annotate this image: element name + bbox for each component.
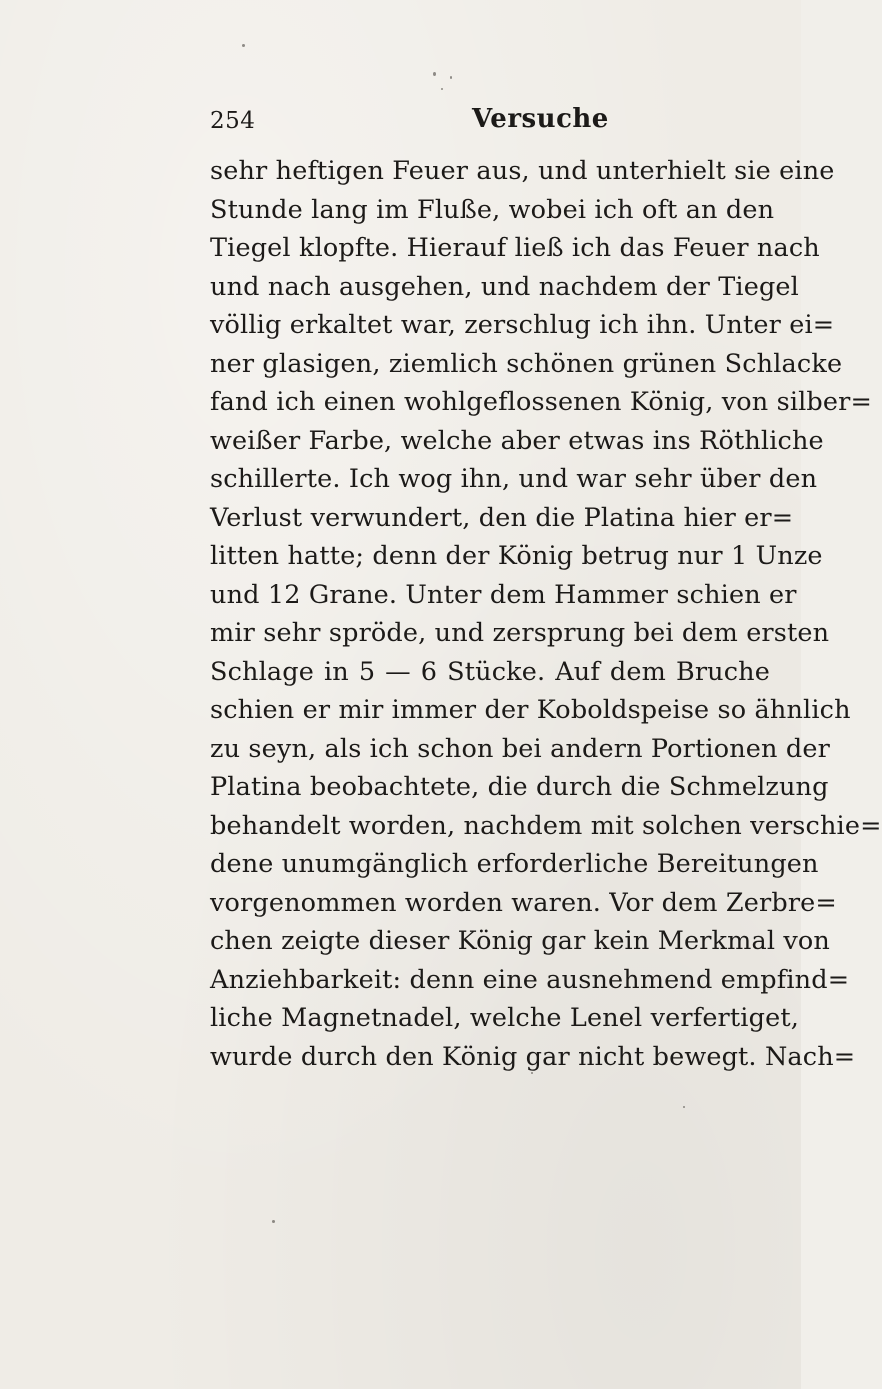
text-line: litten hatte; denn der König betrug nur 1 Unze [210,541,823,571]
text-line: Schlage in 5 — 6 Stücke. Auf dem Bruche [210,656,770,687]
paper-speck [433,72,436,76]
paper-speck [531,1072,533,1074]
text-line: dene unumgänglich erforderliche Bereitungen [210,849,819,879]
paper-speck [683,1106,685,1108]
text-line: völlig erkaltet war, zerschlug ich ihn. Unter ei= [210,310,835,340]
text-line: behandelt worden, nachdem mit solchen verschie= [210,810,882,841]
text-line: mir sehr spröde, und zersprung bei dem ersten [210,618,830,648]
text-line: schien er mir immer der Koboldspeise so ähnlich [210,695,851,725]
text-line: sehr heftigen Feuer aus, und unterhielt sie eine [210,156,835,186]
text-line: und nach ausgehen, und nachdem der Tiegel [210,271,799,302]
text-line: liche Magnetnadel, welche Lenel verfertiget, [210,1003,799,1033]
text-line: ner glasigen, ziemlich schönen grünen Schlacke [210,348,843,379]
text-line: schillerte. Ich wog ihn, und war sehr über den [210,464,818,494]
page-number: 254 [210,108,256,134]
paper-speck [450,76,452,79]
paper-speck [242,44,245,47]
text-line: weißer Farbe, welche aber etwas ins Röthliche [210,425,824,456]
text-line: chen zeigte dieser König gar kein Merkmal von [210,926,831,956]
paper-speck [441,88,443,90]
text-line: und 12 Grane. Unter dem Hammer schien er [210,579,797,610]
paper-speck [272,1220,275,1223]
page-header [210,104,770,144]
running-head: Versuche [472,104,609,134]
text-line: Platina beobachtete, die durch die Schmelzung [210,772,829,802]
body-text [210,152,882,1076]
text-line: wurde durch den König gar nicht bewegt. Nach= [210,1041,856,1072]
text-line: vorgenommen worden waren. Vor dem Zerbre= [210,887,837,918]
text-line: zu seyn, als ich schon bei andern Portionen der [210,733,830,764]
text-line: Verlust verwundert, den die Platina hier er= [210,502,794,533]
text-line: fand ich einen wohlgeflossenen König, von silber= [210,387,873,417]
text-line: Stunde lang im Fluße, wobei ich oft an den [210,194,775,225]
text-line: Anziehbarkeit: denn eine ausnehmend empfind= [210,964,850,995]
text-line: Tiegel klopfte. Hierauf ließ ich das Feuer nach [210,233,820,263]
